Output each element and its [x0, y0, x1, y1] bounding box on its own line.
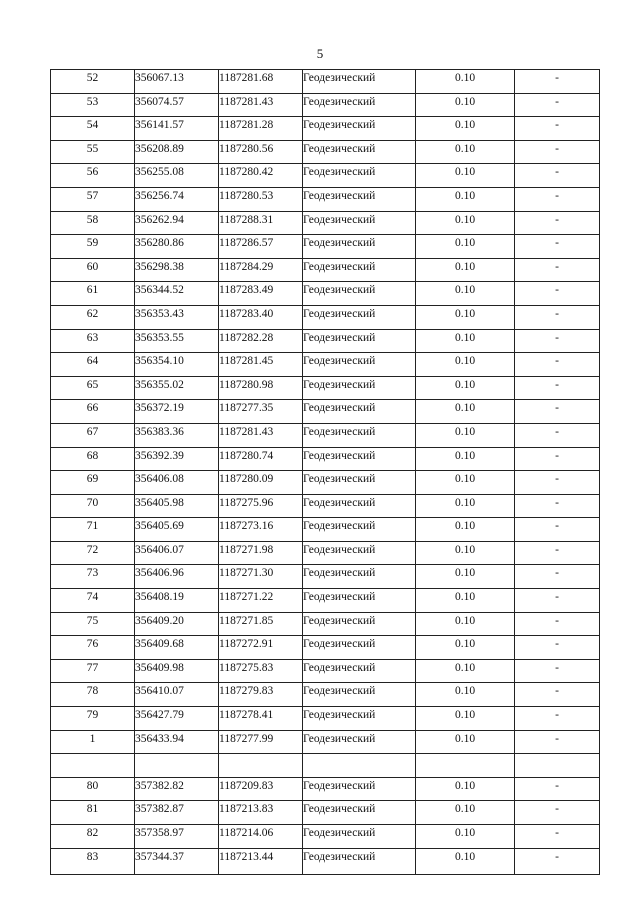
table-row	[51, 211, 600, 235]
y-coordinate-cell: 1187288.31	[219, 211, 303, 235]
method-cell: Геодезический	[303, 117, 416, 141]
method-cell: Геодезический	[303, 376, 416, 400]
table-row	[51, 777, 600, 801]
table-row	[51, 801, 600, 825]
x-coordinate-cell	[135, 754, 219, 778]
table-row	[51, 518, 600, 542]
accuracy-cell: 0.10	[416, 848, 515, 874]
method-cell: Геодезический	[303, 93, 416, 117]
table-row	[51, 353, 600, 377]
method-cell: Геодезический	[303, 589, 416, 613]
y-coordinate-cell: 1187271.22	[219, 589, 303, 613]
table-row	[51, 376, 600, 400]
note-cell: -	[515, 471, 600, 495]
coordinates-table	[50, 69, 600, 875]
accuracy-cell: 0.10	[416, 730, 515, 754]
method-cell: Геодезический	[303, 801, 416, 825]
x-coordinate-cell: 357382.87	[135, 801, 219, 825]
accuracy-cell: 0.10	[416, 164, 515, 188]
note-cell: -	[515, 612, 600, 636]
table-row	[51, 305, 600, 329]
table-row	[51, 282, 600, 306]
x-coordinate-cell: 356280.86	[135, 235, 219, 259]
table-row	[51, 589, 600, 613]
y-coordinate-cell: 1187283.49	[219, 282, 303, 306]
y-coordinate-cell: 1187275.83	[219, 659, 303, 683]
point-number-cell: 53	[51, 93, 135, 117]
point-number-cell: 61	[51, 282, 135, 306]
x-coordinate-cell: 356427.79	[135, 707, 219, 731]
accuracy-cell: 0.10	[416, 707, 515, 731]
note-cell: -	[515, 730, 600, 754]
point-number-cell: 63	[51, 329, 135, 353]
accuracy-cell: 0.10	[416, 423, 515, 447]
note-cell: -	[515, 636, 600, 660]
note-cell: -	[515, 494, 600, 518]
table-row	[51, 117, 600, 141]
table-row	[51, 636, 600, 660]
point-number-cell: 75	[51, 612, 135, 636]
table-row	[51, 258, 600, 282]
note-cell: -	[515, 258, 600, 282]
accuracy-cell: 0.10	[416, 471, 515, 495]
y-coordinate-cell: 1187273.16	[219, 518, 303, 542]
accuracy-cell: 0.10	[416, 777, 515, 801]
accuracy-cell: 0.10	[416, 211, 515, 235]
note-cell: -	[515, 565, 600, 589]
y-coordinate-cell: 1187271.85	[219, 612, 303, 636]
table-row	[51, 187, 600, 211]
point-number-cell: 77	[51, 659, 135, 683]
note-cell: -	[515, 140, 600, 164]
y-coordinate-cell	[219, 754, 303, 778]
x-coordinate-cell: 356409.98	[135, 659, 219, 683]
note-cell: -	[515, 353, 600, 377]
note-cell: -	[515, 589, 600, 613]
point-number-cell: 78	[51, 683, 135, 707]
accuracy-cell: 0.10	[416, 612, 515, 636]
table-row	[51, 329, 600, 353]
accuracy-cell: 0.10	[416, 235, 515, 259]
x-coordinate-cell: 356405.69	[135, 518, 219, 542]
table-row	[51, 565, 600, 589]
note-cell: -	[515, 825, 600, 849]
table-row	[51, 235, 600, 259]
point-number-cell: 58	[51, 211, 135, 235]
y-coordinate-cell: 1187280.98	[219, 376, 303, 400]
note-cell: -	[515, 707, 600, 731]
y-coordinate-cell: 1187214.06	[219, 825, 303, 849]
x-coordinate-cell: 356067.13	[135, 70, 219, 94]
x-coordinate-cell: 356406.08	[135, 471, 219, 495]
method-cell: Геодезический	[303, 612, 416, 636]
method-cell: Геодезический	[303, 140, 416, 164]
accuracy-cell: 0.10	[416, 400, 515, 424]
note-cell: -	[515, 659, 600, 683]
accuracy-cell: 0.10	[416, 565, 515, 589]
table-row	[51, 164, 600, 188]
table-row	[51, 730, 600, 754]
method-cell: Геодезический	[303, 447, 416, 471]
accuracy-cell: 0.10	[416, 589, 515, 613]
note-cell: -	[515, 683, 600, 707]
note-cell: -	[515, 777, 600, 801]
method-cell: Геодезический	[303, 636, 416, 660]
point-number-cell: 57	[51, 187, 135, 211]
x-coordinate-cell: 356405.98	[135, 494, 219, 518]
y-coordinate-cell: 1187272.91	[219, 636, 303, 660]
x-coordinate-cell: 356354.10	[135, 353, 219, 377]
y-coordinate-cell: 1187271.30	[219, 565, 303, 589]
note-cell: -	[515, 164, 600, 188]
table-row	[51, 471, 600, 495]
y-coordinate-cell: 1187278.41	[219, 707, 303, 731]
accuracy-cell: 0.10	[416, 305, 515, 329]
x-coordinate-cell: 356255.08	[135, 164, 219, 188]
method-cell: Геодезический	[303, 825, 416, 849]
method-cell: Геодезический	[303, 730, 416, 754]
x-coordinate-cell: 356208.89	[135, 140, 219, 164]
method-cell: Геодезический	[303, 211, 416, 235]
table-row	[51, 140, 600, 164]
method-cell: Геодезический	[303, 329, 416, 353]
y-coordinate-cell: 1187283.40	[219, 305, 303, 329]
method-cell: Геодезический	[303, 494, 416, 518]
x-coordinate-cell: 356256.74	[135, 187, 219, 211]
note-cell: -	[515, 235, 600, 259]
accuracy-cell: 0.10	[416, 518, 515, 542]
x-coordinate-cell: 356410.07	[135, 683, 219, 707]
x-coordinate-cell: 357358.97	[135, 825, 219, 849]
accuracy-cell: 0.10	[416, 636, 515, 660]
y-coordinate-cell: 1187213.44	[219, 848, 303, 874]
y-coordinate-cell: 1187275.96	[219, 494, 303, 518]
y-coordinate-cell: 1187281.45	[219, 353, 303, 377]
accuracy-cell: 0.10	[416, 117, 515, 141]
point-number-cell: 64	[51, 353, 135, 377]
table-row	[51, 541, 600, 565]
accuracy-cell: 0.10	[416, 258, 515, 282]
accuracy-cell: 0.10	[416, 353, 515, 377]
table-row	[51, 683, 600, 707]
note-cell: -	[515, 848, 600, 874]
x-coordinate-cell: 356392.39	[135, 447, 219, 471]
y-coordinate-cell: 1187286.57	[219, 235, 303, 259]
method-cell: Геодезический	[303, 471, 416, 495]
method-cell: Геодезический	[303, 423, 416, 447]
point-number-cell: 65	[51, 376, 135, 400]
method-cell: Геодезический	[303, 518, 416, 542]
accuracy-cell: 0.10	[416, 187, 515, 211]
y-coordinate-cell: 1187280.56	[219, 140, 303, 164]
y-coordinate-cell: 1187213.83	[219, 801, 303, 825]
point-number-cell: 66	[51, 400, 135, 424]
method-cell: Геодезический	[303, 282, 416, 306]
x-coordinate-cell: 356433.94	[135, 730, 219, 754]
point-number-cell: 68	[51, 447, 135, 471]
point-number-cell: 79	[51, 707, 135, 731]
x-coordinate-cell: 356353.43	[135, 305, 219, 329]
accuracy-cell: 0.10	[416, 93, 515, 117]
note-cell: -	[515, 329, 600, 353]
coordinates-table-body	[51, 70, 600, 875]
note-cell: -	[515, 211, 600, 235]
y-coordinate-cell: 1187277.99	[219, 730, 303, 754]
point-number-cell: 60	[51, 258, 135, 282]
note-cell: -	[515, 400, 600, 424]
x-coordinate-cell: 356355.02	[135, 376, 219, 400]
y-coordinate-cell: 1187280.42	[219, 164, 303, 188]
note-cell: -	[515, 518, 600, 542]
y-coordinate-cell: 1187280.53	[219, 187, 303, 211]
method-cell: Геодезический	[303, 235, 416, 259]
method-cell: Геодезический	[303, 187, 416, 211]
point-number-cell	[51, 754, 135, 778]
accuracy-cell: 0.10	[416, 329, 515, 353]
point-number-cell: 70	[51, 494, 135, 518]
accuracy-cell: 0.10	[416, 825, 515, 849]
x-coordinate-cell: 356074.57	[135, 93, 219, 117]
note-cell: -	[515, 423, 600, 447]
accuracy-cell: 0.10	[416, 541, 515, 565]
y-coordinate-cell: 1187279.83	[219, 683, 303, 707]
point-number-cell: 74	[51, 589, 135, 613]
y-coordinate-cell: 1187277.35	[219, 400, 303, 424]
method-cell: Геодезический	[303, 70, 416, 94]
point-number-cell: 81	[51, 801, 135, 825]
y-coordinate-cell: 1187282.28	[219, 329, 303, 353]
note-cell: -	[515, 117, 600, 141]
point-number-cell: 82	[51, 825, 135, 849]
point-number-cell: 80	[51, 777, 135, 801]
accuracy-cell: 0.10	[416, 801, 515, 825]
x-coordinate-cell: 356372.19	[135, 400, 219, 424]
method-cell: Геодезический	[303, 305, 416, 329]
accuracy-cell: 0.10	[416, 494, 515, 518]
x-coordinate-cell: 356298.38	[135, 258, 219, 282]
x-coordinate-cell: 356408.19	[135, 589, 219, 613]
point-number-cell: 83	[51, 848, 135, 874]
method-cell: Геодезический	[303, 541, 416, 565]
y-coordinate-cell: 1187281.28	[219, 117, 303, 141]
table-row	[51, 93, 600, 117]
accuracy-cell: 0.10	[416, 447, 515, 471]
table-row	[51, 825, 600, 849]
y-coordinate-cell: 1187271.98	[219, 541, 303, 565]
table-row	[51, 612, 600, 636]
point-number-cell: 73	[51, 565, 135, 589]
accuracy-cell: 0.10	[416, 282, 515, 306]
method-cell: Геодезический	[303, 707, 416, 731]
point-number-cell: 59	[51, 235, 135, 259]
y-coordinate-cell: 1187281.43	[219, 423, 303, 447]
method-cell: Геодезический	[303, 565, 416, 589]
point-number-cell: 55	[51, 140, 135, 164]
x-coordinate-cell: 356344.52	[135, 282, 219, 306]
accuracy-cell: 0.10	[416, 683, 515, 707]
note-cell	[515, 754, 600, 778]
table-row	[51, 848, 600, 874]
method-cell: Геодезический	[303, 353, 416, 377]
x-coordinate-cell: 357344.37	[135, 848, 219, 874]
page-number: 5	[316, 46, 324, 61]
x-coordinate-cell: 356409.20	[135, 612, 219, 636]
x-coordinate-cell: 356353.55	[135, 329, 219, 353]
table-row	[51, 70, 600, 94]
x-coordinate-cell: 356406.07	[135, 541, 219, 565]
method-cell: Геодезический	[303, 777, 416, 801]
accuracy-cell: 0.10	[416, 70, 515, 94]
accuracy-cell: 0.10	[416, 140, 515, 164]
note-cell: -	[515, 282, 600, 306]
accuracy-cell	[416, 754, 515, 778]
note-cell: -	[515, 70, 600, 94]
table-row	[51, 400, 600, 424]
point-number-cell: 71	[51, 518, 135, 542]
method-cell: Геодезический	[303, 258, 416, 282]
x-coordinate-cell: 356141.57	[135, 117, 219, 141]
note-cell: -	[515, 541, 600, 565]
method-cell: Геодезический	[303, 848, 416, 874]
table-row	[51, 707, 600, 731]
point-number-cell: 1	[51, 730, 135, 754]
accuracy-cell: 0.10	[416, 659, 515, 683]
y-coordinate-cell: 1187209.83	[219, 777, 303, 801]
table-row	[51, 423, 600, 447]
accuracy-cell: 0.10	[416, 376, 515, 400]
point-number-cell: 67	[51, 423, 135, 447]
note-cell: -	[515, 376, 600, 400]
point-number-cell: 62	[51, 305, 135, 329]
x-coordinate-cell: 356406.96	[135, 565, 219, 589]
point-number-cell: 76	[51, 636, 135, 660]
table-row	[51, 447, 600, 471]
note-cell: -	[515, 305, 600, 329]
method-cell: Геодезический	[303, 164, 416, 188]
y-coordinate-cell: 1187280.09	[219, 471, 303, 495]
y-coordinate-cell: 1187281.68	[219, 70, 303, 94]
point-number-cell: 69	[51, 471, 135, 495]
x-coordinate-cell: 356409.68	[135, 636, 219, 660]
x-coordinate-cell: 356262.94	[135, 211, 219, 235]
note-cell: -	[515, 447, 600, 471]
point-number-cell: 54	[51, 117, 135, 141]
method-cell	[303, 754, 416, 778]
y-coordinate-cell: 1187284.29	[219, 258, 303, 282]
table-row	[51, 659, 600, 683]
note-cell: -	[515, 187, 600, 211]
note-cell: -	[515, 93, 600, 117]
x-coordinate-cell: 357382.82	[135, 777, 219, 801]
point-number-cell: 56	[51, 164, 135, 188]
table-row	[51, 754, 600, 778]
note-cell: -	[515, 801, 600, 825]
y-coordinate-cell: 1187281.43	[219, 93, 303, 117]
table-row	[51, 494, 600, 518]
point-number-cell: 72	[51, 541, 135, 565]
point-number-cell: 52	[51, 70, 135, 94]
method-cell: Геодезический	[303, 400, 416, 424]
x-coordinate-cell: 356383.36	[135, 423, 219, 447]
method-cell: Геодезический	[303, 659, 416, 683]
y-coordinate-cell: 1187280.74	[219, 447, 303, 471]
method-cell: Геодезический	[303, 683, 416, 707]
